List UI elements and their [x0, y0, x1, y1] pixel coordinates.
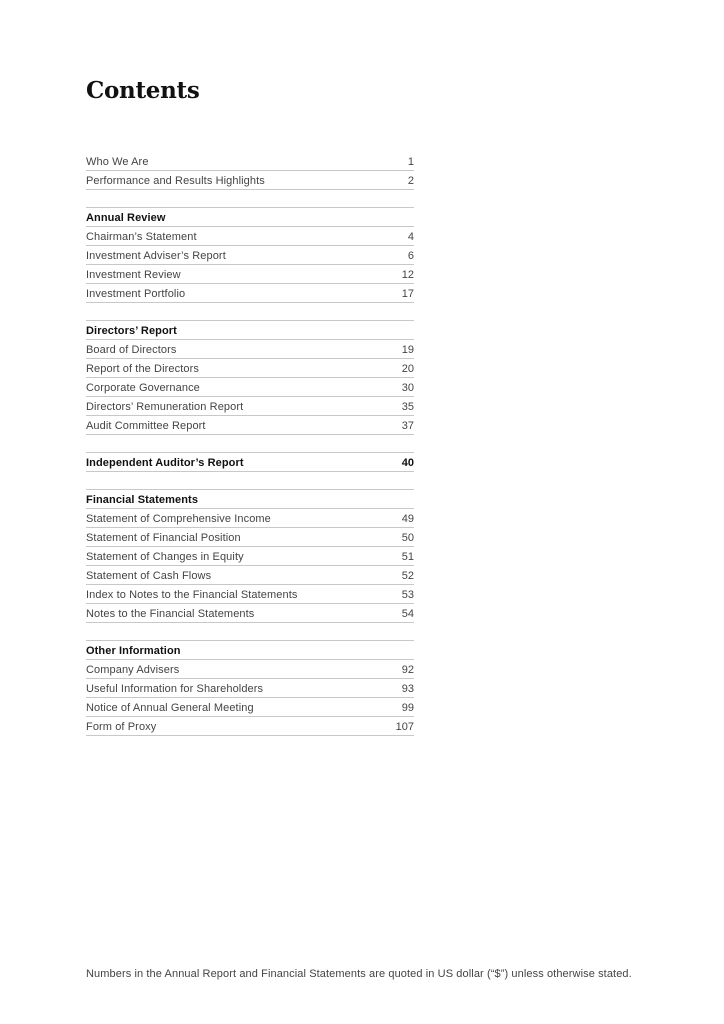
toc-entry-label: Statement of Changes in Equity	[86, 551, 244, 563]
toc-entry-label: Corporate Governance	[86, 382, 200, 394]
footnote: Numbers in the Annual Report and Financial Statements are quoted in US dollar (“$”) unless otherwise stated.	[86, 968, 632, 980]
toc-entry-label: Who We Are	[86, 156, 149, 168]
toc-entry-page: 40	[401, 457, 414, 469]
section-heading-label: Directors’ Report	[86, 325, 177, 337]
toc-entry-page: 1	[407, 156, 414, 168]
toc-entry-label: Index to Notes to the Financial Statements	[86, 589, 298, 601]
toc-entry[interactable]	[86, 152, 414, 171]
section-heading-label: Independent Auditor’s Report	[86, 457, 244, 469]
toc-entry-page: 93	[401, 683, 414, 695]
toc-entry-page: 20	[401, 363, 414, 375]
section-divider	[86, 435, 414, 453]
toc-entry-page: 4	[407, 231, 414, 243]
toc-entry-label: Report of the Directors	[86, 363, 199, 375]
toc-entry-label: Directors’ Remuneration Report	[86, 401, 244, 413]
toc-entry-page: 92	[401, 664, 414, 676]
toc-entry[interactable]	[86, 660, 414, 679]
toc-entry[interactable]	[86, 265, 414, 284]
page-title: Contents	[86, 77, 200, 104]
toc-entry-label: Notice of Annual General Meeting	[86, 702, 254, 714]
section-heading-annual-review	[86, 208, 414, 227]
toc-entry[interactable]	[86, 509, 414, 528]
toc-entry[interactable]	[86, 340, 414, 359]
section-divider	[86, 623, 414, 641]
toc-entry-page: 6	[407, 250, 414, 262]
toc-entry-label: Audit Committee Report	[86, 420, 206, 432]
toc-entry[interactable]	[86, 227, 414, 246]
toc-entry-page: 12	[401, 269, 414, 281]
toc-entry-page: 107	[395, 721, 414, 733]
section-heading-other-information	[86, 641, 414, 660]
toc-entry-label: Company Advisers	[86, 664, 180, 676]
toc-entry-label: Form of Proxy	[86, 721, 157, 733]
toc-entry-page: 35	[401, 401, 414, 413]
section-heading-financial-statements	[86, 490, 414, 509]
toc-entry-label: Useful Information for Shareholders	[86, 683, 264, 695]
toc-entry[interactable]	[86, 717, 414, 736]
toc-entry-page: 2	[407, 175, 414, 187]
toc-entry[interactable]	[86, 698, 414, 717]
section-heading-label: Other Information	[86, 645, 181, 657]
toc-entry[interactable]	[86, 679, 414, 698]
toc-entry-label: Board of Directors	[86, 344, 177, 356]
toc-entry-page: 37	[401, 420, 414, 432]
toc-entry-page: 50	[401, 532, 414, 544]
toc-entry[interactable]	[86, 378, 414, 397]
section-heading-label: Financial Statements	[86, 494, 199, 506]
table-of-contents	[86, 152, 414, 736]
toc-entry[interactable]	[86, 246, 414, 265]
section-heading-directors-report	[86, 321, 414, 340]
toc-entry-label: Statement of Cash Flows	[86, 570, 212, 582]
toc-entry-page: 53	[401, 589, 414, 601]
toc-entry[interactable]	[86, 585, 414, 604]
toc-entry[interactable]	[86, 397, 414, 416]
toc-entry-label: Statement of Comprehensive Income	[86, 513, 271, 525]
toc-entry-page: 54	[401, 608, 414, 620]
section-divider	[86, 303, 414, 321]
toc-entry-page: 17	[401, 288, 414, 300]
toc-entry-label: Investment Review	[86, 269, 181, 281]
toc-entry-page: 51	[401, 551, 414, 563]
toc-entry-label: Statement of Financial Position	[86, 532, 241, 544]
section-divider	[86, 190, 414, 208]
toc-entry-page: 30	[401, 382, 414, 394]
toc-entry[interactable]	[86, 528, 414, 547]
toc-entry-label: Chairman’s Statement	[86, 231, 197, 243]
toc-entry[interactable]	[86, 359, 414, 378]
toc-entry-label: Investment Portfolio	[86, 288, 186, 300]
toc-entry[interactable]	[86, 284, 414, 303]
toc-entry-page: 19	[401, 344, 414, 356]
toc-entry-label: Notes to the Financial Statements	[86, 608, 255, 620]
toc-entry-page: 99	[401, 702, 414, 714]
toc-entry-page: 49	[401, 513, 414, 525]
toc-entry[interactable]	[86, 566, 414, 585]
toc-entry[interactable]	[86, 171, 414, 190]
toc-entry-label: Performance and Results Highlights	[86, 175, 265, 187]
section-heading-label: Annual Review	[86, 212, 166, 224]
toc-entry-auditor-report[interactable]	[86, 453, 414, 472]
section-divider	[86, 472, 414, 490]
toc-entry[interactable]	[86, 547, 414, 566]
toc-entry[interactable]	[86, 604, 414, 623]
toc-entry[interactable]	[86, 416, 414, 435]
toc-entry-page: 52	[401, 570, 414, 582]
toc-entry-label: Investment Adviser’s Report	[86, 250, 226, 262]
